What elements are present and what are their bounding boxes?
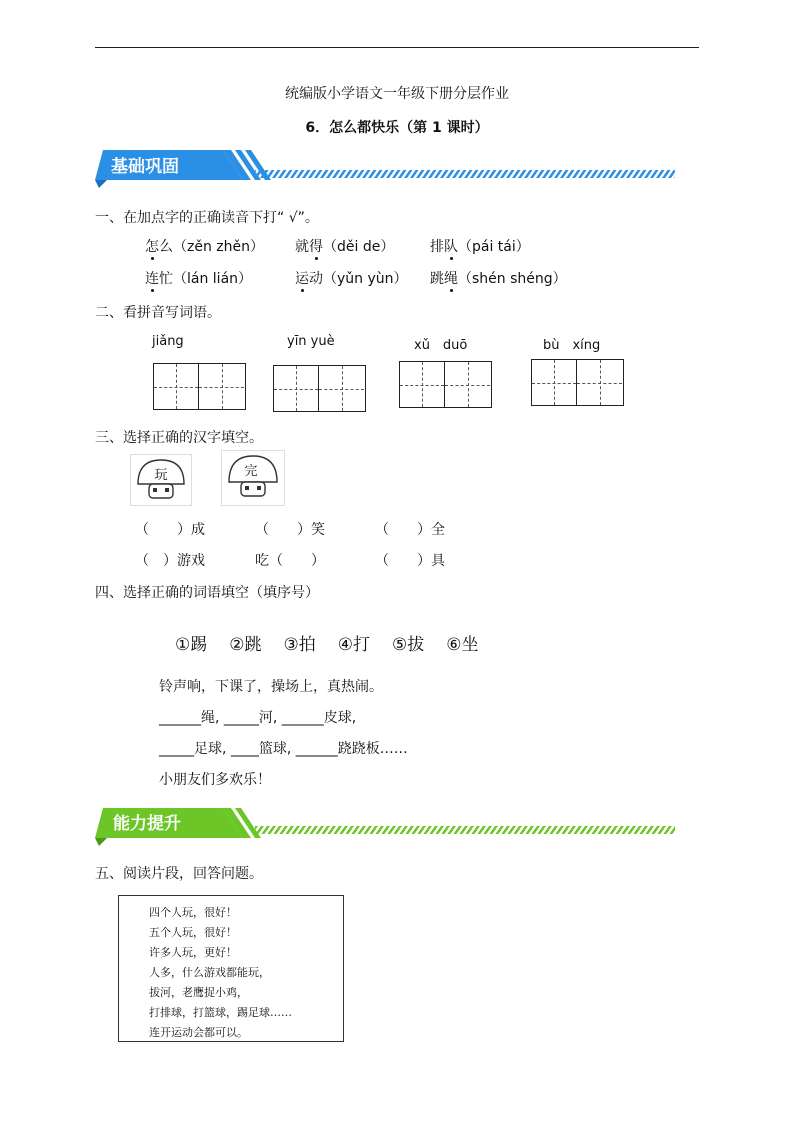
section-banner-advanced: [95, 806, 675, 846]
q1-item: 就得（děi de）: [295, 236, 394, 256]
fill-blank[interactable]: （ ）具: [375, 553, 445, 569]
lesson-title: 6．怎么都快乐（第 1 课时）: [305, 120, 489, 136]
writing-grid[interactable]: [153, 363, 246, 410]
header-rule: [95, 47, 699, 48]
option: ②跳: [229, 635, 262, 655]
passage-line: 小朋友们多欢乐！: [159, 772, 271, 788]
passage-line: 铃声响，下课了，操场上，真热闹。: [159, 679, 383, 695]
fill-blank[interactable]: （ ）游戏: [135, 553, 205, 569]
option: ⑤拔: [392, 635, 425, 655]
reading-passage-box: [118, 895, 344, 1042]
q1-title: 一、在加点字的正确读音下打“ √”。: [95, 210, 319, 226]
pinyin-label: yīn yuè: [287, 334, 335, 349]
q3-title: 三、选择正确的汉字填空。: [95, 430, 263, 446]
option: ④打: [337, 635, 370, 655]
poem-line: 打排球，打篮球，踢足球……: [149, 1006, 292, 1019]
word-options: [175, 630, 501, 655]
mushroom-char: 完: [244, 464, 258, 479]
section-title-basic: 基础巩固: [111, 157, 179, 177]
option: ⑥坐: [446, 635, 479, 655]
poem-line: 许多人玩，更好！: [149, 946, 237, 959]
q1-item: 怎么（zěn zhěn）: [145, 236, 264, 256]
q4-title: 四、选择正确的词语填空（填序号）: [95, 585, 319, 601]
writing-grid[interactable]: [273, 365, 366, 412]
passage-line[interactable]: ______绳, _____河, ______皮球,: [159, 710, 357, 726]
fill-blank[interactable]: （ ）全: [375, 522, 445, 538]
fill-blank[interactable]: （ ）笑: [255, 522, 325, 538]
passage-line[interactable]: _____足球, ____篮球, ______跷跷板……: [159, 741, 408, 757]
section-title-advanced: 能力提升: [113, 814, 181, 834]
pinyin-label: xǔ duō: [414, 338, 468, 353]
mushroom-char: 玩: [154, 468, 168, 483]
option: ③拍: [283, 635, 316, 655]
mushroom-icon: [221, 450, 285, 506]
poem-line: 人多，什么游戏都能玩，: [149, 966, 270, 979]
q1-item: 跳绳（shén shéng）: [430, 268, 567, 288]
writing-grid[interactable]: [399, 361, 492, 408]
pinyin-label: bù xíng: [543, 338, 601, 353]
poem-line: 五个人玩，很好！: [149, 926, 237, 939]
document-title: 统编版小学语文一年级下册分层作业: [285, 86, 509, 102]
fill-blank[interactable]: 吃（ ）: [255, 553, 325, 569]
section-banner-basic: [95, 148, 675, 188]
poem-line: 连开运动会都可以。: [149, 1026, 248, 1039]
writing-grid[interactable]: [531, 359, 624, 406]
fill-blank[interactable]: （ ）成: [135, 522, 205, 538]
poem-line: 四个人玩，很好！: [149, 906, 237, 919]
poem-line: 拔河，老鹰捉小鸡，: [149, 986, 248, 999]
option: ①踢: [175, 635, 208, 655]
mushroom-icon: [130, 454, 192, 506]
q1-item: 排队（pái tái）: [430, 236, 530, 256]
q5-title: 五、阅读片段，回答问题。: [95, 866, 263, 882]
q2-title: 二、看拼音写词语。: [95, 305, 221, 321]
q1-item: 运动（yǔn yùn）: [295, 268, 408, 288]
pinyin-label: jiǎng: [152, 334, 184, 349]
q1-item: 连忙（lán lián）: [145, 268, 252, 288]
